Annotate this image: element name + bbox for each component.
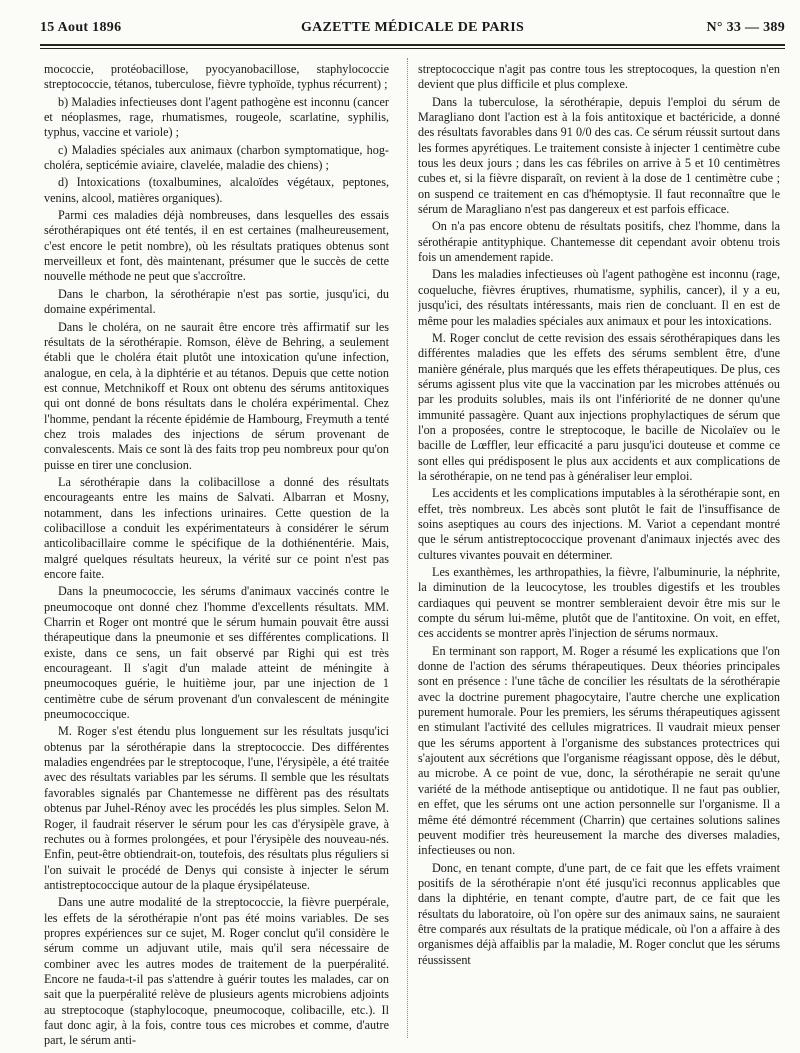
right-column [418, 62, 780, 1047]
header-page-number: N° 33 — 389 [706, 20, 785, 35]
paragraph: streptococcique n'agit pas contre tous les streptocoques, la question n'en devient que plus difficile et plus complexe. [418, 62, 780, 92]
paragraph: Dans la pneumococcie, les sérums d'animaux vaccinés contre le pneumocoque ont donné chez l'homme d'excellents résultats. MM. Charrin et Roger ont montré que le sérum humain pouvait être aussi thérapeutique dans la pneumonie et ses différentes complications. Il existe, dans ce sens, un fait observé par Righi qui est très encourageant. Il s'agit d'un malade atteint de méningite à pneumocoques guérie, le huitième jour, par une injection de 1 centimètre cube de sérum provenant d'un convalescent de méningite pneumococcique. [44, 584, 389, 722]
header-date: 15 Aout 1896 [40, 20, 122, 35]
paragraph: d) Intoxications (toxalbumines, alcaloïdes végétaux, peptones, venins, alcool, matières organiques). [44, 175, 389, 205]
paragraph: Donc, en tenant compte, d'une part, de ce fait que les effets vraiment positifs de la sérothérapie n'ont été jusqu'ici reconnus applicables que dans la diphtérie, en tenant compte, d'autre part, de ce fait que les résultats du laboratoire, où l'on opère sur des animaux sains, ne sauraient être comparés aux résultats de la pratique médicale, où l'on a affaire à des organismes déjà affaiblis par la maladie, M. Roger conclut que les sérums réussissent [418, 860, 780, 967]
paragraph: En terminant son rapport, M. Roger a résumé les explications que l'on donne de l'action des sérums thérapeutiques. Deux théories principales sont en présence : l'une tâche de concilier les résultats de la sérothérapie avec la doctrine purement phagocytaire, l'autre cherche une explication purement humorale. Pour les premiers, les sérums thérapeutiques agissent en stimulant l'activité des cellules migratrices. Il vaudrait mieux penser que les sérums apportent à l'organisme des substances protectrices qui s'ajoutent aux sécrétions que l'organisme réagissant oppose, dès le début, au microbe. A ce point de vue, donc, la sérothérapie ne serait qu'une variété de la méthode antiseptique ou antidotique. Il ne faut pas oublier, en effet, que les sérums ont une action personnelle sur l'organisme. Il a même été démontré récemment (Charrin) que certaines solutions salines peuvent modifier très heureusement la marche des diverses maladies, infectieuses ou non. [418, 643, 780, 858]
paragraph: Dans les maladies infectieuses où l'agent pathogène est inconnu (rage, coqueluche, fièvres éruptives, rhumatisme, syphilis, cancer), il y a eu, jusqu'ici, des résultats intéressants, mais rien de concluant. Il en est de même pour les maladies spéciales aux animaux et pour les intoxications. [418, 267, 780, 328]
paragraph: La sérothérapie dans la colibacillose a donné des résultats encourageants entre les mains de Salvati. Albarran et Mosny, notamment, dans les infections urinaires. Cette question de la colibacillose a conduit les expérimentateurs à considérer le sérum anticolibacillaire comme le spécifique de la dothiénentérie. Mais, malgré quelques résultats heureux, la vérité sur ce point n'est pas encore faite. [44, 474, 389, 581]
paragraph: M. Roger s'est étendu plus longuement sur les résultats jusqu'ici obtenus par la sérothérapie dans la streptococcie. Des différentes maladies engendrées par le streptocoque, l'une, l'érysipèle, a été traitée avec des résultats variables par les sérums. Il semble que les résultats favorables signalés par Chantemesse ne diffèrent pas des résultats obtenus par Juhel-Rénoy avec les procédés les plus simples. Selon M. Roger, il faudrait réserver le sérum pour les cas d'érysipèle grave, à rechutes ou à formes prolongées, et pour l'érysipèle des nouveau-nés. Enfin, peut-être obtiendrait-on, toutefois, des résultats plus réguliers si l'on suivait le procédé de Denys qui consiste à injecter le sérum antistreptococcique autour de la plaque érysipélateuse. [44, 724, 389, 892]
paragraph: Dans le charbon, la sérothérapie n'est pas sortie, jusqu'ici, du domaine expérimental. [44, 286, 389, 317]
paragraph: Parmi ces maladies déjà nombreuses, dans lesquelles des essais sérothérapiques ont été tentés, il en est certaines (malheureusement, c'est encore le petit nombre), où les résultats pratiques obtenus sont merveilleux et font, dès maintenant, présumer que le succès de cette nouvelle méthode ne peut que s'accroître. [44, 208, 389, 284]
header-rule-thin [40, 48, 785, 49]
header-title: GAZETTE MÉDICALE DE PARIS [300, 20, 525, 35]
paragraph: Les accidents et les complications imputables à la sérothérapie sont, en effet, très nombreux. Les abcès sont plutôt le fait de l'insuffisance de soins aseptiques au cours des injections. M. Variot a cependant montré que le sérum antistreptococcique provenant d'animaux injectés avec des cultures vivantes pouvait en déterminer. [418, 486, 780, 562]
paragraph: Les exanthèmes, les arthropathies, la fièvre, l'albuminurie, la néphrite, la diminution de la leucocytose, les troubles digestifs et les troubles cardiaques qui peuvent se montrer sembleraient devoir être mis sur le compte du sérum lui-même, plutôt que de l'antitoxine. On voit, en effet, ces accidents se montrer après l'injection de sérums normaux. [418, 565, 780, 641]
paragraph: Dans la tuberculose, la sérothérapie, depuis l'emploi du sérum de Maragliano dont l'action est à la fois antitoxique et bactéricide, a donné des résultats favorables dans 91 0/0 des cas. Ce sérum réussit surtout dans les formes apyrétiques. Le traitement consiste à injecter 1 centimètre cube tous les deux jours ; dans les cas fébriles on arrive à 5 et 10 centimètres cubes et, si la fièvre disparaît, on revient à la dose de 1 centimètre cube ; on suspend ce traitement en cas d'hémoptysie. Il faut reconnaître que le sérum de Maragliano n'est pas dangereux et est parfois efficace. [418, 94, 780, 217]
paragraph: M. Roger conclut de cette revision des essais sérothérapiques dans les différentes maladies que les effets des sérums semblent être, d'une manière générale, plus marqués que les effets thérapeutiques. De plus, ces sérums agissent plus vite que la vaccination par les microbes atténués ou par les produits solubles, mais ils ont l'infériorité de ne donner qu'une immunité passagère. Quant aux injections prophylactiques de sérum que l'on a proposées, contre le streptocoque, le bacille de Nicolaïev ou le bacille de Lœffler, leur efficacité a paru jusqu'ici douteuse et comme ce sont elles qui prédisposent le plus aux accidents et aux complications de la sérothérapie, on ne tend pas à généraliser leur emploi. [418, 330, 780, 483]
left-column [44, 62, 389, 1047]
paragraph: b) Maladies infectieuses dont l'agent pathogène est inconnu (cancer et néoplasmes, rage, rhumatismes, rougeole, scarlatine, syphilis, typhus, vaccine et variole) ; [44, 94, 389, 140]
page-header [40, 20, 785, 42]
column-divider [407, 58, 408, 1038]
paragraph: mococcie, protéobacillose, pyocyanobacillose, staphylococcie streptococcie, tétanos, tuberculose, fièvre typhoïde, typhus récurrent) ; [44, 62, 389, 92]
header-rule [40, 44, 785, 46]
paragraph: Dans une autre modalité de la streptococcie, la fièvre puerpérale, les effets de la sérothérapie n'ont pas été moins variables. De ses propres expériences sur ce sujet, M. Roger conclut qu'il considère le sérum comme un adjuvant utile, mais qu'il sera nécessaire de combiner avec les autres modes de traitement de la puerpéralité. Encore ne fauda-t-il pas s'attendre à guérir toutes les malades, car on sait que la puerpéralité relève de plusieurs agents microbiens adjoints au streptocoque (staphylocoque, pneumocoque, colibacille, etc.). Il faut donc agir, à la fois, contre tous ces microbes et comme, d'autre part, le sérum anti- [44, 895, 389, 1047]
paragraph: Dans le choléra, on ne saurait être encore très affirmatif sur les résultats de la sérothérapie. Romson, élève de Behring, a seulement établi que le choléra était plutôt une intoxication qu'une infection, analogue, en cela, à la diphtérie et au tétanos. Depuis que cette notion est connue, Metchnikoff et Roux ont obtenu des sérums antitoxiques qui ont donné de bons résultats dans le choléra expérimental. Chez l'homme, pendant la récente épidémie de Hambourg, Freymuth a tenté chez trois malades des injections de sérum provenant de convalescents. Mais ce sont là des faits trop peu nombreux pour qu'on puisse en tirer une conclusion. [44, 319, 389, 472]
paragraph: On n'a pas encore obtenu de résultats positifs, chez l'homme, dans la sérothérapie antityphique. Chantemesse dit cependant avoir obtenu trois fois un amendement rapide. [418, 219, 780, 265]
paragraph: c) Maladies spéciales aux animaux (charbon symptomatique, hog-choléra, septicémie aviaire, clavelée, maladie des chiens) ; [44, 142, 389, 173]
